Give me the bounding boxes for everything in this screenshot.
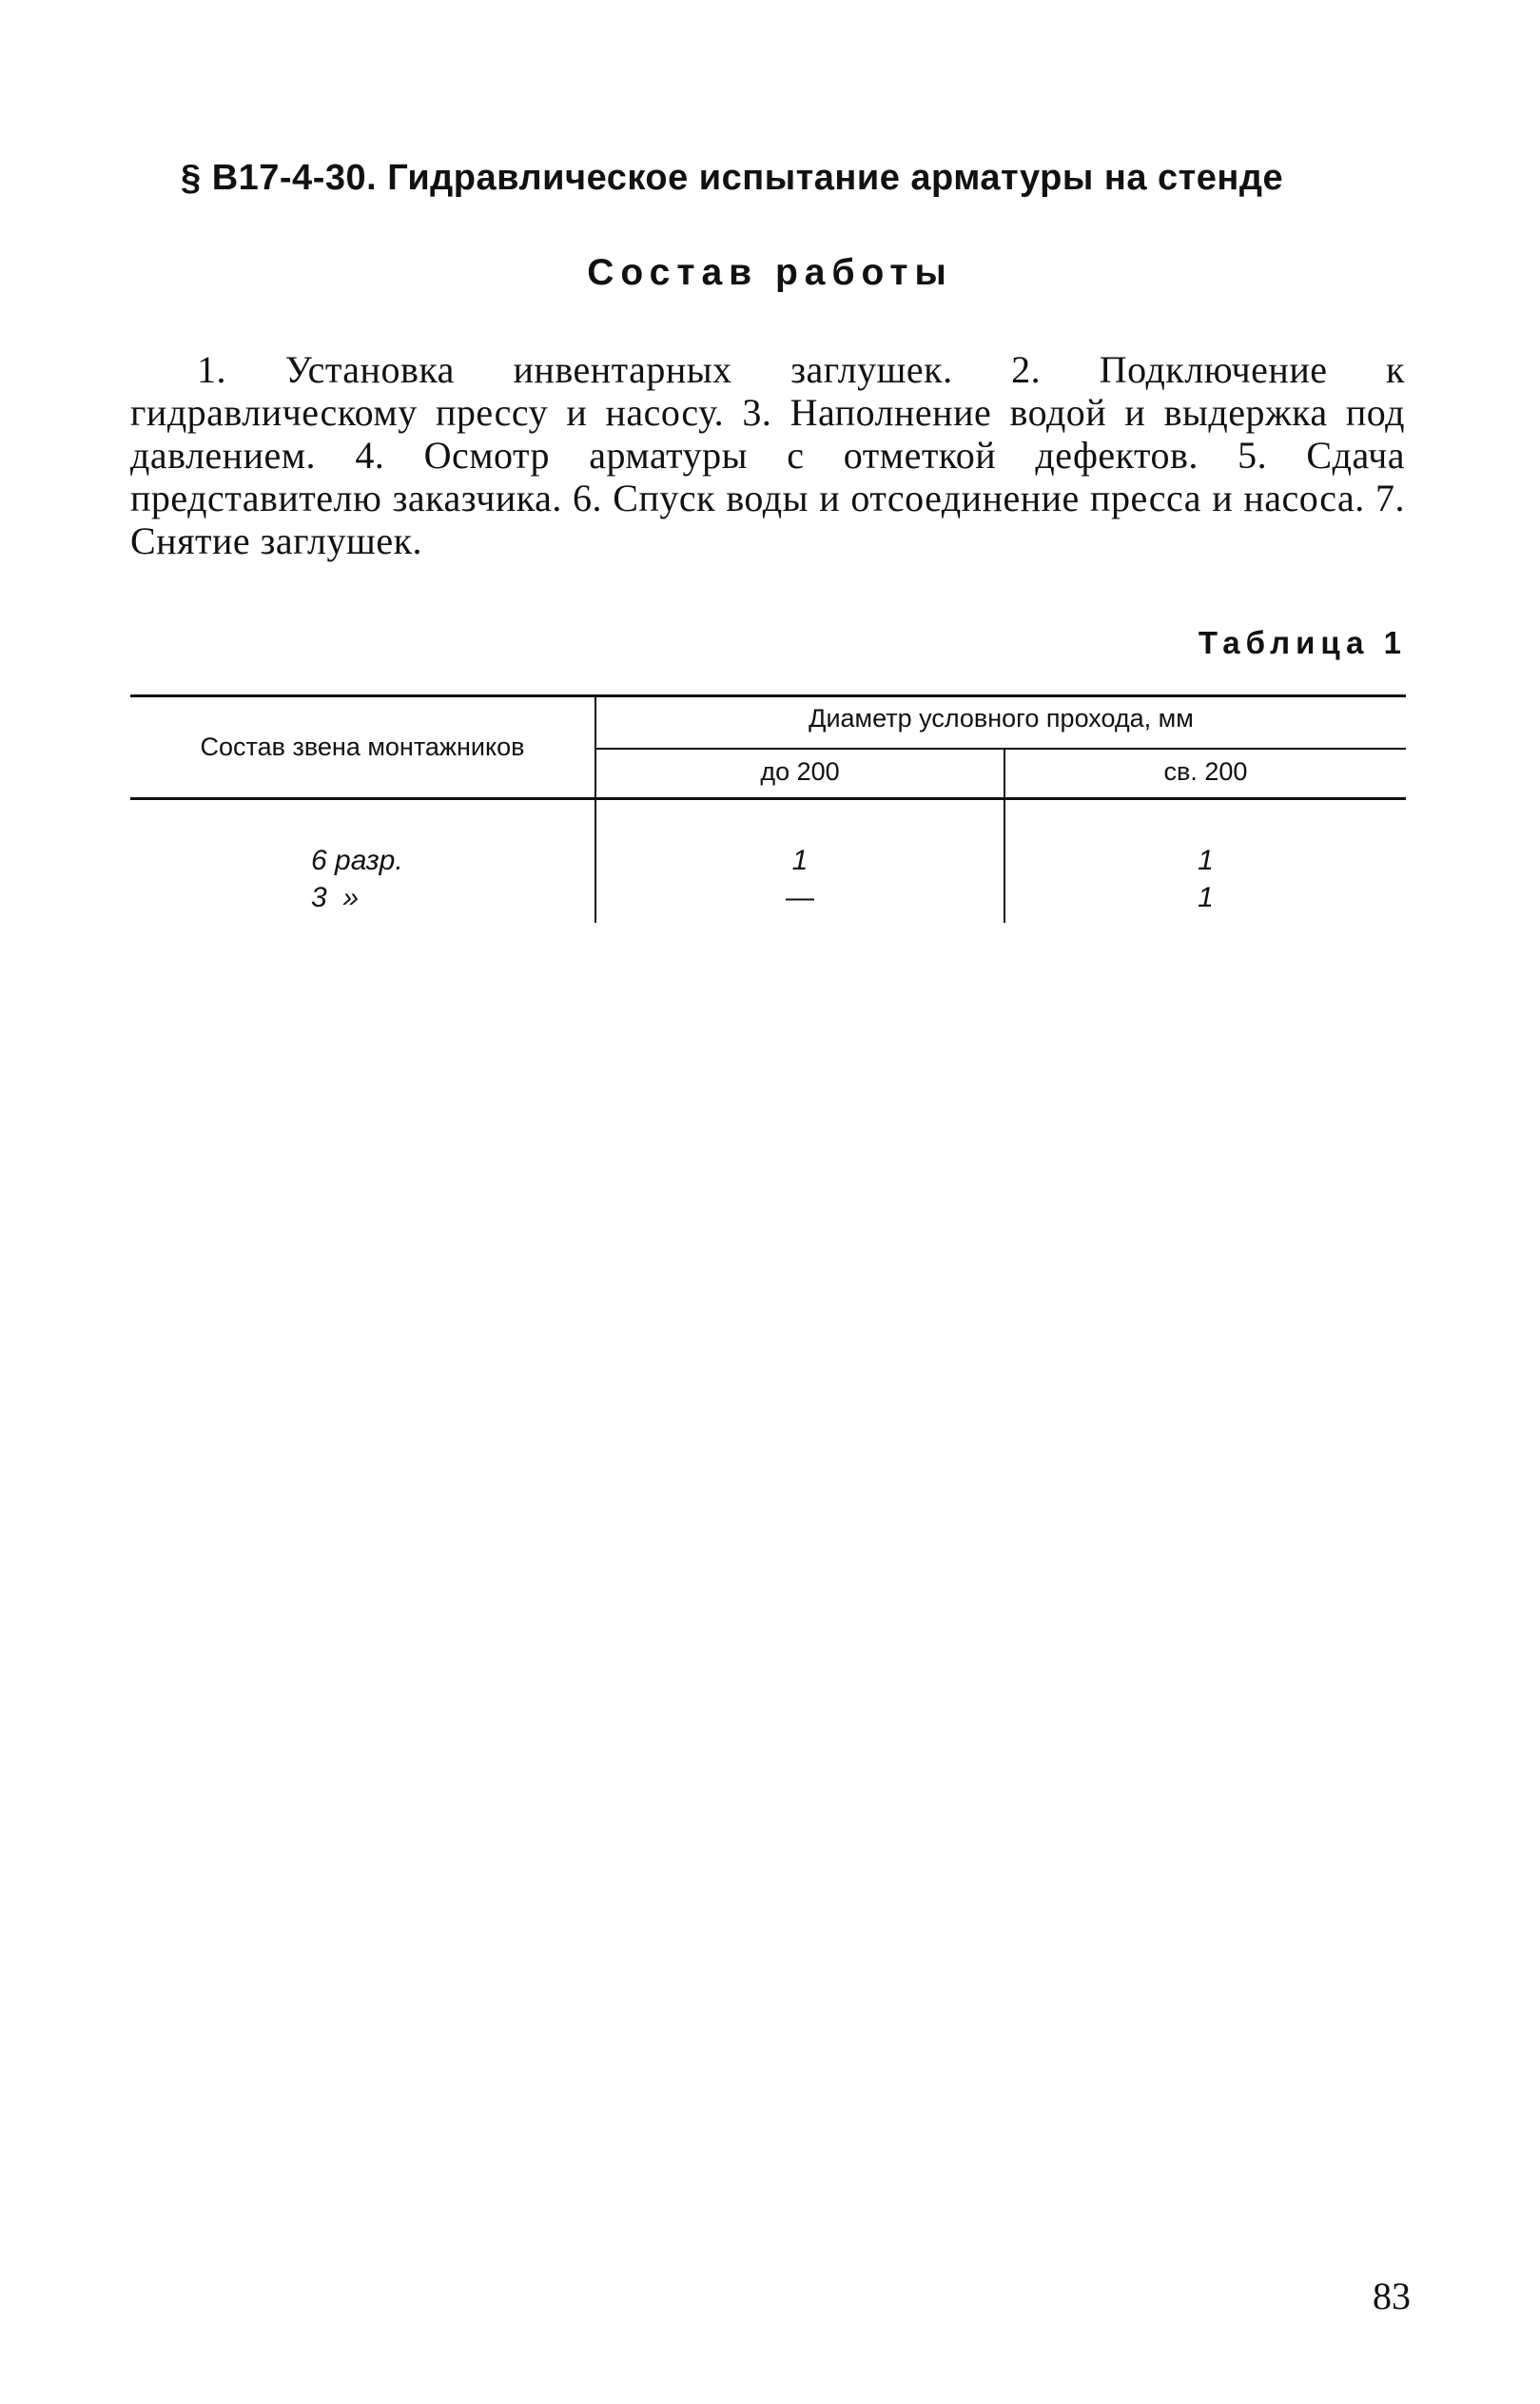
page-number: 83 (1373, 2275, 1411, 2317)
table-caption: Таблица 1 (1198, 625, 1407, 660)
row-1-over: 1 (1198, 845, 1214, 876)
work-composition-title: Состав работы (587, 252, 953, 293)
work-composition-text: 1. Установка инвентарных заглушек. 2. Подключение к гидравлическому прессу и насосу. 3. Наполнение водой и выдержка под давлением. 4. Осмотр арматуры с отметкой дефектов. 5. Сдача представителю заказчика. 6. Спуск воды и отсоединение пресса и насоса. 7. Снятие заглушек. (130, 348, 1405, 562)
row-2-over: 1 (1198, 882, 1214, 913)
subheader-over-200: св. 200 (1163, 757, 1248, 786)
table-subheader-rule (595, 748, 1406, 750)
table-top-rule (130, 694, 1406, 697)
section-heading: § В17-4-30. Гидравлическое испытание арматуры на стенде (181, 158, 1284, 198)
header-diameter: Диаметр условного прохода, мм (809, 704, 1194, 733)
crew-table (130, 694, 1406, 923)
row-2-crew: 3 » (311, 882, 360, 913)
row-1-crew: 6 разр. (311, 845, 403, 876)
row-1-upto: 1 (791, 845, 809, 876)
row-2-upto: — (786, 882, 814, 913)
header-crew: Состав звена монтажников (200, 733, 525, 761)
subheader-upto-200: до 200 (760, 757, 840, 786)
table-header-bottom-rule (130, 797, 1406, 800)
